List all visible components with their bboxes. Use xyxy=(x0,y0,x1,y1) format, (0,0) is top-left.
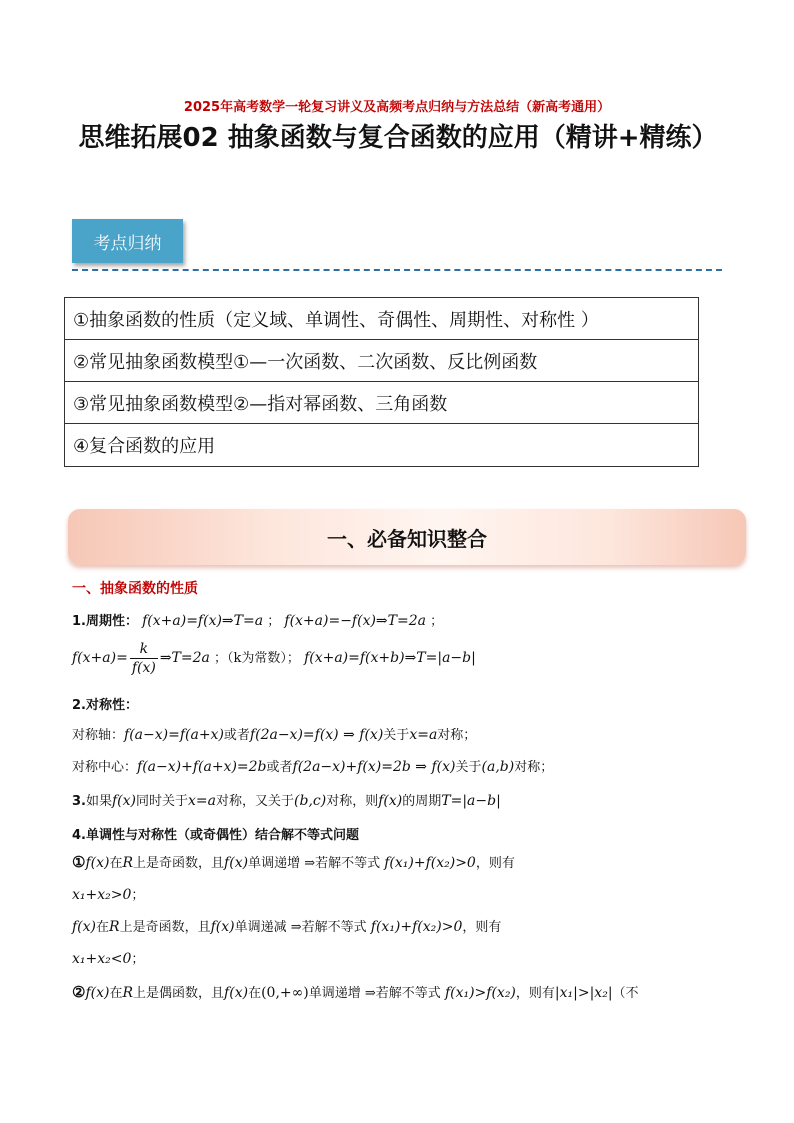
text: 在 xyxy=(96,920,110,935)
text: 在 xyxy=(248,986,262,1001)
periodicity-line-2 xyxy=(72,640,752,677)
formula: f(x₁)+f(x₂)>0 xyxy=(370,919,463,935)
text: 或者 xyxy=(223,728,250,743)
text: 4.单调性与对称性（或奇偶性）结合解不等式问题 xyxy=(72,828,359,843)
text: 上是奇函数，且 xyxy=(133,856,225,871)
toc-row: ②常见抽象函数模型①—一次函数、二次函数、反比例函数 xyxy=(65,340,698,382)
formula: f(2a−x)=f(x) xyxy=(249,727,339,743)
symmetry-center-line xyxy=(72,756,752,775)
odd-decreasing-line xyxy=(72,916,752,935)
formula: f(x) xyxy=(85,855,110,871)
formula: x₁+x₂>0 xyxy=(72,887,132,903)
text: ，则有 xyxy=(462,920,502,935)
formula: f(x) xyxy=(224,855,249,871)
text: 的周期 xyxy=(402,794,442,809)
text: ，则有 xyxy=(515,986,555,1001)
formula: (0,+∞) xyxy=(261,985,309,1001)
formula: f(x+a)=f(x+b)⇒T=|a−b| xyxy=(304,650,476,666)
formula: f(x₁)>f(x₂) xyxy=(444,985,516,1001)
formula: f(x) xyxy=(431,759,456,775)
implies: ⇒ xyxy=(338,727,360,743)
key-points-badge: 考点归纳 xyxy=(72,219,183,263)
text: 在 xyxy=(109,986,123,1001)
note: ；（k为常数）； xyxy=(214,651,300,666)
formula: f(x+a)=f(x)⇒T=a xyxy=(142,613,264,629)
page-title: 思维拓展02 抽象函数与复合函数的应用（精讲+精练） xyxy=(78,123,718,153)
implies: ⇒ xyxy=(410,759,432,775)
formula: f(x+a)=−f(x)⇒T=2a xyxy=(284,613,426,629)
text: 在 xyxy=(109,856,123,871)
formula: f(x) xyxy=(224,985,249,1001)
formula: f(x+a)= xyxy=(72,650,128,666)
text: 单调递增 ⇒若解不等式 xyxy=(248,856,385,871)
symmetry-label-text: 2.对称性： xyxy=(72,698,138,713)
text: 对称； xyxy=(514,760,554,775)
fraction xyxy=(130,640,158,677)
section-banner: 一、必备知识整合 xyxy=(68,509,746,565)
formula: f(a−x)=f(a+x) xyxy=(124,727,224,743)
even-increasing-line xyxy=(72,982,752,1001)
formula: f(a−x)+f(a+x)=2b xyxy=(137,759,267,775)
circled-number: ② xyxy=(72,983,86,1001)
formula: f(x) xyxy=(359,727,384,743)
formula: x₁+x₂<0 xyxy=(72,951,132,967)
odd-increasing-result xyxy=(72,884,752,903)
formula: (a,b) xyxy=(481,759,515,775)
symmetry-axis-line xyxy=(72,724,752,743)
formula: (b,c) xyxy=(294,793,327,809)
formula: |x₁|>|x₂| xyxy=(554,985,613,1001)
text: 3. xyxy=(72,794,86,809)
formula: ⇒T=2a xyxy=(159,650,210,666)
text: 上是偶函数，且 xyxy=(133,986,225,1001)
fraction-numerator: k xyxy=(130,640,158,659)
text: 对称轴： xyxy=(72,728,125,743)
text: ，则有 xyxy=(475,856,515,871)
formula: x=a xyxy=(409,727,438,743)
formula: f(x) xyxy=(85,985,110,1001)
toc-row: ④复合函数的应用 xyxy=(73,436,216,457)
text: 对称，又关于 xyxy=(216,794,295,809)
period-from-symmetry-line xyxy=(72,790,752,809)
toc-row: ①抽象函数的性质（定义域、单调性、奇偶性、周期性、对称性 ） xyxy=(65,298,698,340)
separator: ； xyxy=(267,614,281,629)
series-title: 2025年高考数学一轮复习讲义及高频考点归纳与方法总结（新高考通用） xyxy=(183,100,611,115)
separator: ； xyxy=(430,614,444,629)
formula: T=|a−b| xyxy=(441,793,501,809)
text: ； xyxy=(131,888,145,903)
text: 关于 xyxy=(383,728,410,743)
text: （不 xyxy=(612,986,639,1001)
section-heading: 一、抽象函数的性质 xyxy=(72,581,198,597)
toc-table xyxy=(64,297,699,467)
text: 对称中心： xyxy=(72,760,138,775)
text: 同时关于 xyxy=(136,794,189,809)
formula: f(x) xyxy=(378,793,403,809)
formula: R xyxy=(122,855,134,871)
periodicity-line-1 xyxy=(72,610,752,629)
text: 单调递增 ⇒若解不等式 xyxy=(308,986,445,1001)
odd-increasing-line xyxy=(72,852,752,871)
text: 如果 xyxy=(85,794,112,809)
formula: R xyxy=(109,919,120,935)
formula: f(x) xyxy=(210,919,235,935)
text: 单调递减 ⇒若解不等式 xyxy=(234,920,371,935)
formula: f(2a−x)+f(x)=2b xyxy=(292,759,411,775)
text: 或者 xyxy=(266,760,293,775)
formula: f(x₁)+f(x₂)>0 xyxy=(384,855,476,871)
text: 对称； xyxy=(437,728,477,743)
text: 对称，则 xyxy=(326,794,379,809)
fraction-denominator: f(x) xyxy=(131,660,156,676)
formula: R xyxy=(122,985,134,1001)
toc-row: ③常见抽象函数模型②—指对幂函数、三角函数 xyxy=(65,382,698,424)
circled-number: ① xyxy=(72,853,86,871)
text: ； xyxy=(131,952,145,967)
text: 关于 xyxy=(455,760,482,775)
formula: x=a xyxy=(188,793,217,809)
periodicity-label: 1.周期性： xyxy=(72,614,138,629)
odd-decreasing-result xyxy=(72,948,752,967)
symmetry-label xyxy=(72,694,752,713)
monotonic-heading xyxy=(72,824,752,843)
formula: f(x) xyxy=(72,919,97,935)
dashed-divider xyxy=(72,269,722,271)
text: 上是奇函数，且 xyxy=(119,920,211,935)
formula: f(x) xyxy=(112,793,137,809)
